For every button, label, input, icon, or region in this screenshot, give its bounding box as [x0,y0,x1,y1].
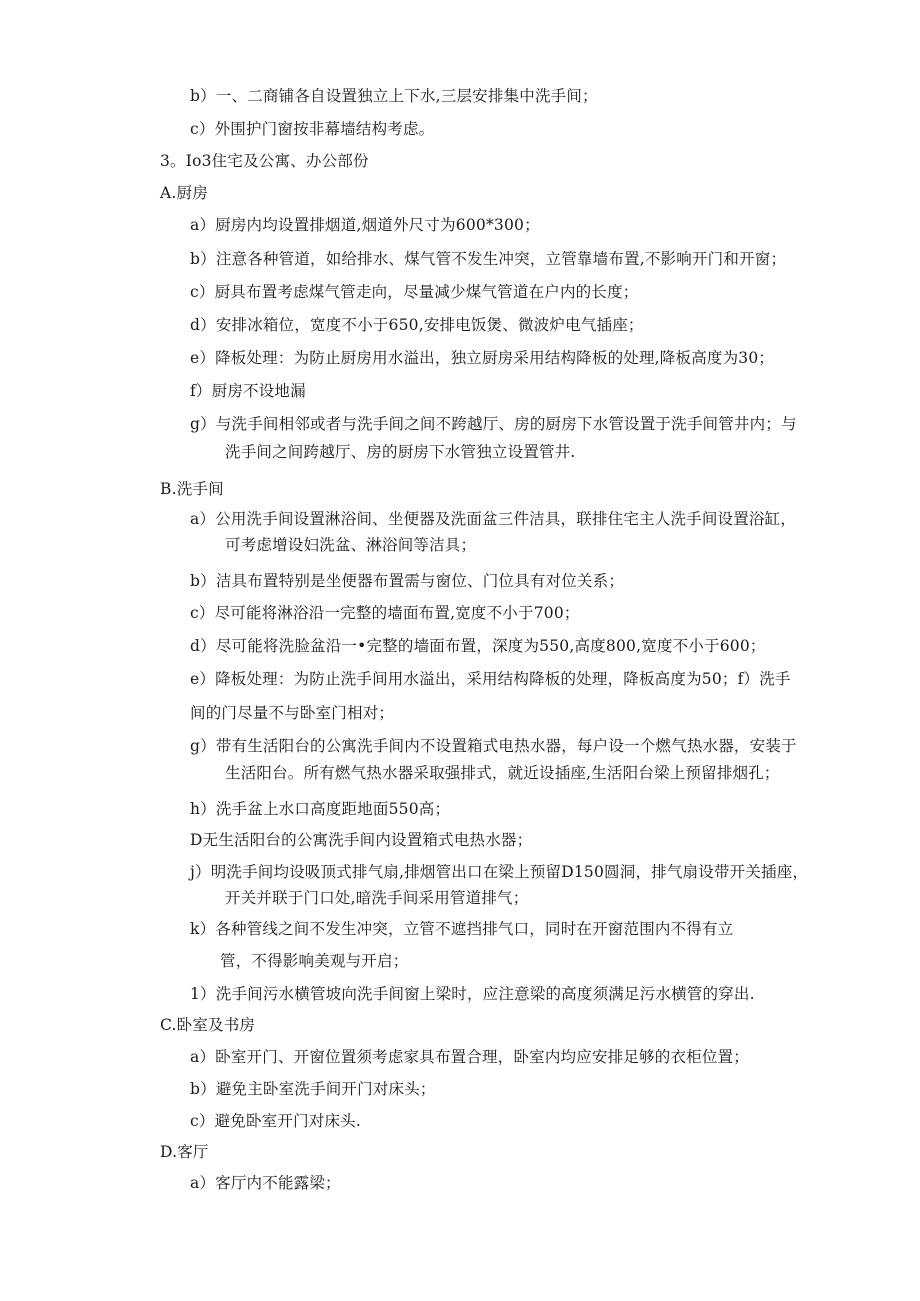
text-line: a）公用洗手间设置淋浴间、坐便器及洗面盆三件洁具，联排住宅主人洗手间设置浴缸， [190,510,797,528]
text-line: 生活阳台。所有燃气热水器采取强排式，就近设插座,生活阳台梁上预留排烟孔； [225,764,780,782]
text-line: c）尽可能将淋浴沿一完整的墙面布置,宽度不小于700； [190,604,580,622]
text-line: j）明洗手间均设吸顶式排气扇,排烟管出口在梁上预留D150圆洞，排气扇设带开关插座， [190,863,809,881]
section-heading: 3。Io3住宅及公寓、办公部份 [160,152,369,170]
subsection-heading: A.厨房 [160,184,208,202]
text-line: h）洗手盆上水口高度距地面550高； [190,800,451,818]
subsection-heading: D.客厅 [160,1143,209,1161]
text-line: c）外围护门窗按非幕墙结构考虑。 [190,120,435,138]
text-line: c）厨具布置考虑煤气管走向，尽量减少煤气管道在户内的长度； [190,283,639,301]
text-line: b）注意各种管道，如给排水、煤气管不发生冲突，立管靠墙布置,不影响开门和开窗； [190,250,787,268]
text-line: d）尽可能将洗脸盆沿一•完整的墙面布置，深度为550,高度800,宽度不小于600； [190,637,766,655]
text-line: 间的门尽量不与卧室门相对； [190,704,395,722]
text-line: g）与洗手间相邻或者与洗手间之间不跨越厅、房的厨房下水管设置于洗手间管井内；与 [190,415,797,433]
text-line: b）避免主卧室洗手间开门对床头； [190,1080,436,1098]
text-line: 可考虑增设妇洗盆、淋浴间等洁具； [225,536,477,554]
text-line: D无生活阳台的公寓洗手间内设置箱式电热水器； [190,831,533,849]
text-line: 1）洗手间污水横管坡向洗手间窗上梁时，应注意梁的高度须满足污水横管的穿出. [190,985,755,1003]
text-line: a）厨房内均设置排烟道,烟道外尺寸为600*300； [190,216,540,234]
text-line: 管，不得影响美观与开启； [220,952,409,970]
text-line: e）降板处理：为防止厨房用水溢出，独立厨房采用结构降板的处理,降板高度为30； [190,349,775,367]
text-line: 洗手间之间跨越厅、房的厨房下水管独立设置管井. [225,443,576,461]
text-line: e）降板处理：为防止洗手间用水溢出，采用结构降板的处理，降板高度为50；f）洗手 [190,670,791,688]
text-line: f）厨房不设地漏 [190,382,306,400]
text-line: d）安排冰箱位，宽度不小于650,安排电饭煲、微波炉电气插座； [190,316,644,334]
text-line: b）洁具布置特别是坐便器布置需与窗位、门位具有对位关系； [190,572,625,590]
text-line: a）客厅内不能露梁； [190,1174,341,1192]
subsection-heading: B.洗手间 [160,480,224,498]
text-line: c）避免卧室开门对床头. [190,1112,362,1130]
text-line: a）卧室开门、开窗位置须考虑家具布置合理，卧室内均应安排足够的衣柜位置； [190,1048,749,1066]
text-line: g）带有生活阳台的公寓洗手间内不设置箱式电热水器，每户设一个燃气热水器，安装于 [190,737,797,755]
text-line: k）各种管线之间不发生冲突，立管不遮挡排气口，同时在开窗范围内不得有立 [190,920,734,938]
text-line: b）一、二商铺各自设置独立上下水,三层安排集中洗手间； [190,87,598,105]
text-line: 开关并联于门口处,暗洗手间采用管道排气； [225,889,529,907]
subsection-heading: C.卧室及书房 [160,1016,256,1034]
